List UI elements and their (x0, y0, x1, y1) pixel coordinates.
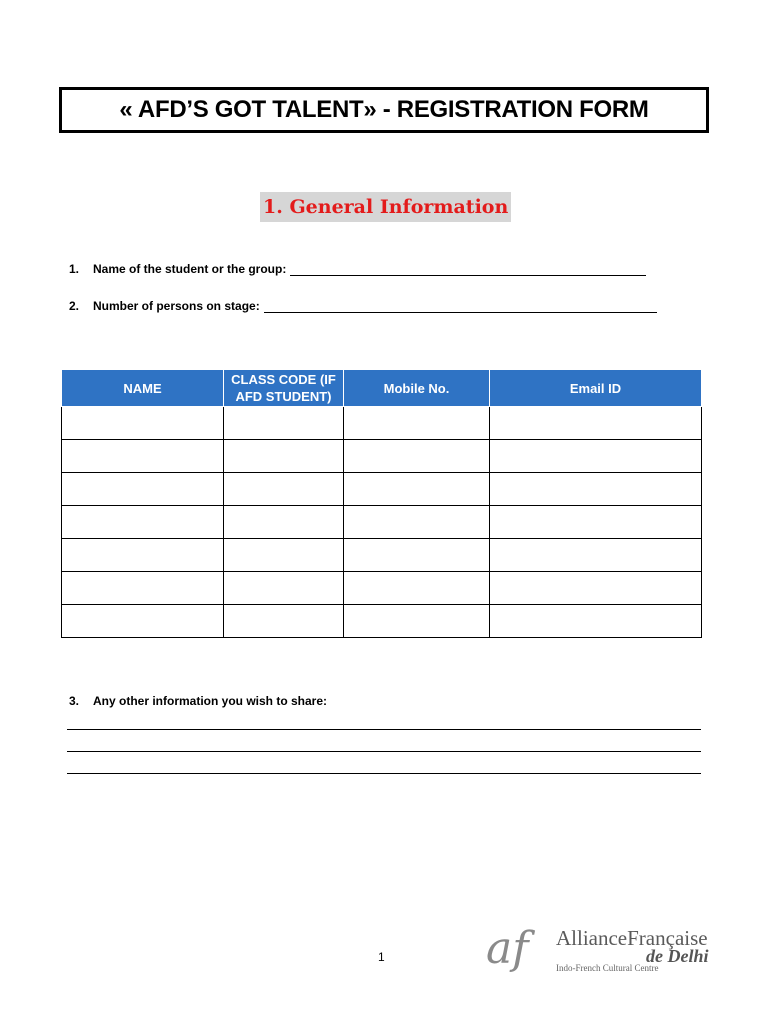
class-code-cell[interactable] (224, 506, 344, 539)
mobile-cell[interactable] (344, 506, 490, 539)
logo-city: de Delhi (646, 946, 709, 966)
section-heading-general-information: 1. General Information (260, 192, 511, 222)
mobile-cell[interactable] (344, 572, 490, 605)
af-logo-mark: af (486, 923, 529, 974)
alliance-francaise-logo (486, 922, 742, 982)
mobile-cell[interactable] (344, 473, 490, 506)
email-cell[interactable] (490, 539, 702, 572)
table-header-row (62, 370, 702, 407)
question-other-information (69, 694, 327, 708)
email-cell[interactable] (490, 572, 702, 605)
other-information-line-2[interactable] (67, 751, 701, 752)
question-label: Number of persons on stage: (93, 299, 260, 313)
logo-name: AllianceFrançaise (556, 926, 708, 950)
table-row (62, 605, 702, 638)
table-row (62, 572, 702, 605)
column-header-mobile: Mobile No. (344, 370, 490, 407)
name-cell[interactable] (62, 506, 224, 539)
mobile-cell[interactable] (344, 539, 490, 572)
question-persons-on-stage (69, 299, 657, 313)
page-number: 1 (378, 950, 385, 964)
class-code-cell[interactable] (224, 539, 344, 572)
name-cell[interactable] (62, 440, 224, 473)
question-number: 2. (69, 299, 80, 313)
email-cell[interactable] (490, 506, 702, 539)
class-code-cell[interactable] (224, 572, 344, 605)
mobile-cell[interactable] (344, 605, 490, 638)
name-cell[interactable] (62, 407, 224, 440)
other-information-line-1[interactable] (67, 729, 701, 730)
column-header-email: Email ID (490, 370, 702, 407)
mobile-cell[interactable] (344, 440, 490, 473)
participants-table (61, 369, 702, 638)
group-name-answer-line[interactable] (290, 263, 646, 276)
class-code-cell[interactable] (224, 605, 344, 638)
table-row (62, 407, 702, 440)
email-cell[interactable] (490, 473, 702, 506)
column-header-class-code: CLASS CODE (IF AFD STUDENT) (224, 370, 344, 407)
question-number: 1. (69, 262, 80, 276)
name-cell[interactable] (62, 539, 224, 572)
persons-on-stage-answer-line[interactable] (264, 300, 657, 313)
table-row (62, 539, 702, 572)
form-title: « AFD’S GOT TALENT» - REGISTRATION FORM (59, 87, 709, 133)
question-label: Any other information you wish to share: (93, 694, 328, 708)
table-row (62, 473, 702, 506)
table-row (62, 506, 702, 539)
mobile-cell[interactable] (344, 407, 490, 440)
question-number: 3. (69, 694, 80, 708)
question-group-name (69, 262, 646, 276)
email-cell[interactable] (490, 605, 702, 638)
logo-subtitle: Indo-French Cultural Centre (556, 963, 659, 973)
name-cell[interactable] (62, 605, 224, 638)
name-cell[interactable] (62, 473, 224, 506)
column-header-name: NAME (62, 370, 224, 407)
name-cell[interactable] (62, 572, 224, 605)
email-cell[interactable] (490, 440, 702, 473)
email-cell[interactable] (490, 407, 702, 440)
class-code-cell[interactable] (224, 440, 344, 473)
class-code-cell[interactable] (224, 407, 344, 440)
question-label: Name of the student or the group: (93, 262, 287, 276)
class-code-cell[interactable] (224, 473, 344, 506)
other-information-line-3[interactable] (67, 773, 701, 774)
table-row (62, 440, 702, 473)
